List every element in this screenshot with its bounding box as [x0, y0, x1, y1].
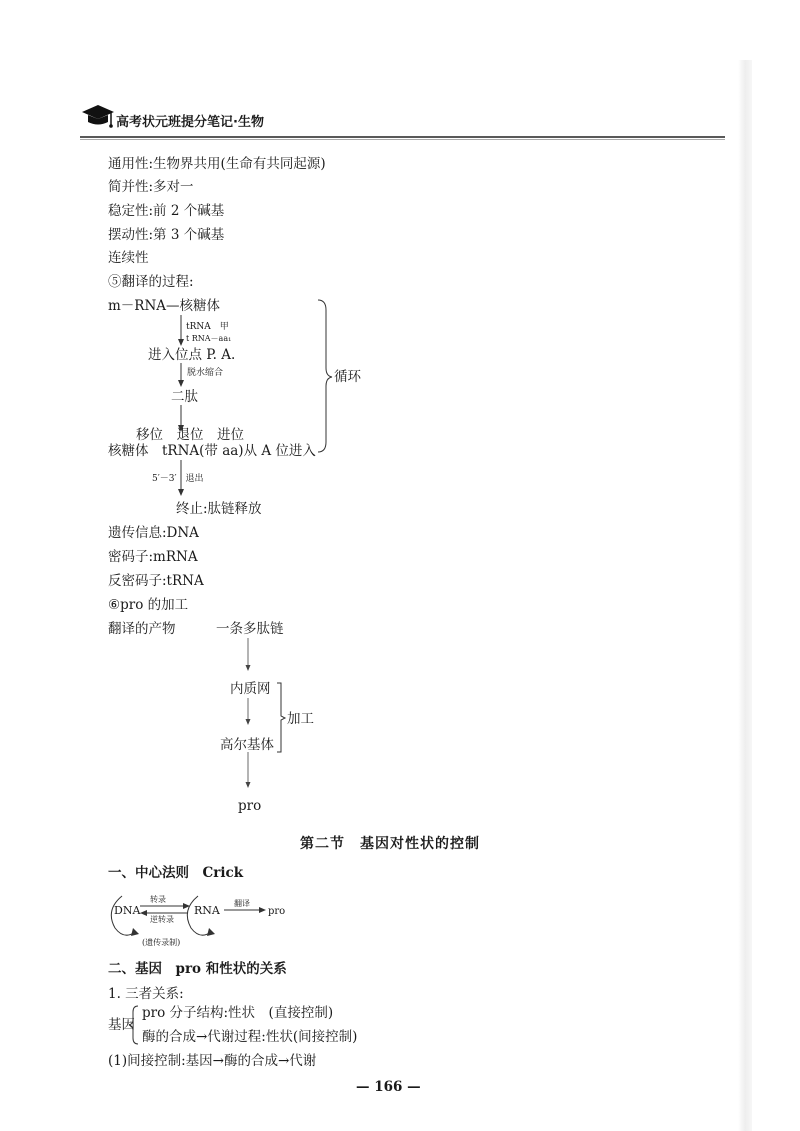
header-title: 高考状元班提分笔记·生物	[116, 115, 264, 130]
flow-start: m－RNA—核糖体	[108, 298, 221, 314]
flow-end: 终止:肽链释放	[176, 501, 262, 517]
dogma-replication: (遗传录制)	[142, 938, 181, 947]
text-line-anticodon: 反密码子:tRNA	[108, 573, 204, 589]
text-line-translation-process: ⑤翻译的过程:	[108, 274, 194, 290]
gene-indirect-control: 酶的合成→代谢过程:性状(间接控制)	[142, 1029, 358, 1045]
section-title: 第二节 基因对性状的控制	[300, 836, 480, 852]
dogma-dna: DNA	[114, 904, 141, 917]
heading-central-dogma: 一、中心法则 Crick	[108, 865, 244, 881]
flow-ribosome-line: 核糖体 tRNA(带 aa)从 A 位进入	[108, 443, 316, 459]
processing-golgi: 高尔基体	[220, 737, 274, 753]
flow-enter-site: 进入位点 P. A.	[148, 347, 236, 363]
text-line-wobble: 摆动性:第 3 个碱基	[108, 227, 225, 243]
indirect-control-detail: (1)间接控制:基因→酶的合成→代谢	[108, 1053, 317, 1069]
processing-pro: pro	[238, 798, 262, 814]
text-line-pro-processing: ⑥pro 的加工	[108, 597, 189, 613]
dogma-rna: RNA	[194, 904, 220, 917]
heading-gene-pro-trait: 二、基因 pro 和性状的关系	[108, 961, 287, 977]
flow-label-direction: 5′－3′ 退出	[152, 474, 204, 484]
dogma-reverse-transcription: 逆转录	[150, 915, 174, 924]
text-line-genetic-info: 遗传信息:DNA	[108, 525, 199, 541]
processing-polypeptide: 一条多肽链	[216, 621, 284, 637]
flow-dipeptide: 二肽	[171, 389, 198, 405]
text-line-continuity: 连续性	[108, 250, 149, 266]
page-number: — 166 —	[356, 1079, 421, 1095]
text-line-product: 翻译的产物	[108, 621, 176, 637]
flow-label-trna-aa: t RNA－aa₁	[186, 334, 232, 343]
text-line-degeneracy: 简并性:多对一	[108, 179, 194, 195]
text-line-universality: 通用性:生物界共用(生命有共同起源)	[108, 156, 326, 172]
item-three-relations: 1. 三者关系:	[108, 986, 184, 1002]
flow-label-dehydration: 脱水缩合	[187, 368, 224, 378]
processing-er: 内质网	[230, 681, 271, 697]
dogma-translation: 翻译	[234, 899, 250, 908]
dogma-transcription: 转录	[150, 895, 166, 904]
dogma-pro: pro	[268, 906, 286, 917]
gene-direct-control: pro 分子结构:性状 (直接控制)	[142, 1005, 334, 1021]
flow-label-trna: tRNA 甲	[186, 322, 229, 332]
text-line-codon: 密码子:mRNA	[108, 549, 198, 565]
flow-steps: 移位 退位 进位	[136, 427, 244, 443]
processing-bracket-label: 加工	[287, 711, 314, 727]
gene-label: 基因	[108, 1017, 135, 1033]
text-line-stability: 稳定性:前 2 个碱基	[108, 203, 225, 219]
flow-cycle-label: 循环	[334, 369, 361, 385]
